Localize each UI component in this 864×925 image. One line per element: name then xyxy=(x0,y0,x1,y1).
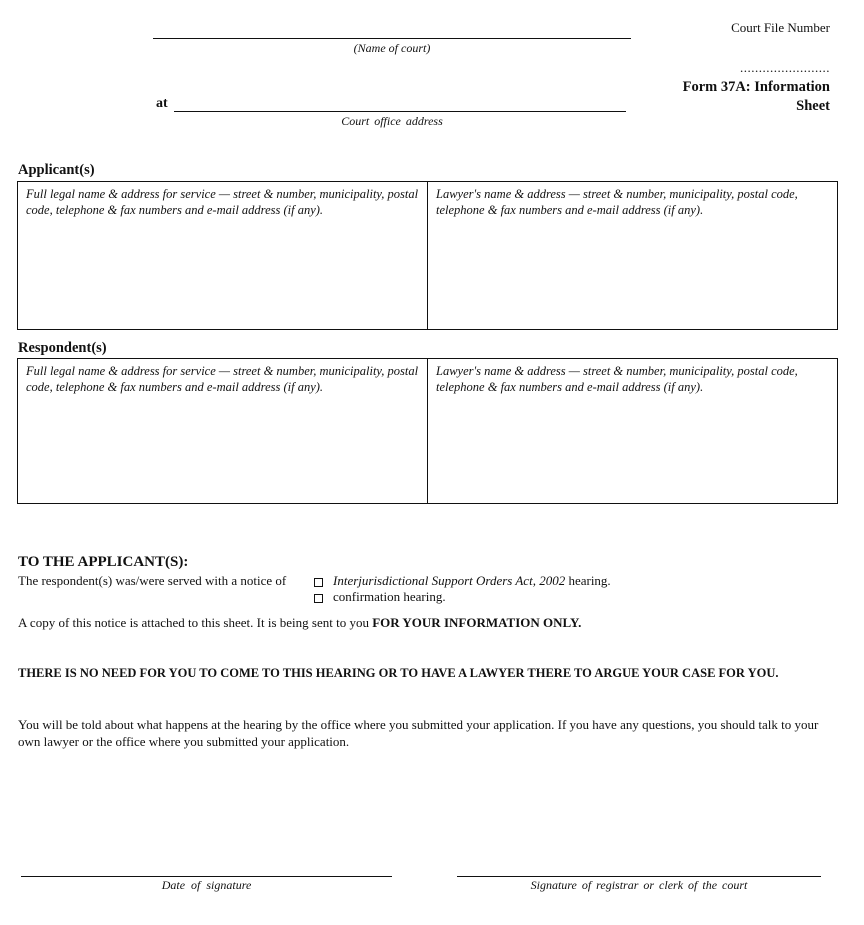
respondents-table xyxy=(17,358,838,504)
for-information-only: FOR YOUR INFORMATION ONLY. xyxy=(372,615,582,630)
at-label: at xyxy=(156,96,168,111)
copy-attached-sentence: A copy of this notice is attached to this sheet. It is being sent to you xyxy=(18,615,373,630)
isoa-hearing-checkbox[interactable] xyxy=(314,578,323,587)
option-confirmation-hearing[interactable] xyxy=(314,588,446,605)
confirmation-hearing-label: confirmation hearing. xyxy=(333,589,446,604)
court-file-number-label: Court File Number xyxy=(731,20,830,35)
registrar-signature-label: Signature of registrar or clerk of the court xyxy=(530,878,748,892)
applicant-details-cell[interactable] xyxy=(18,182,428,329)
court-office-address-label: Court office address xyxy=(341,114,443,128)
isoa-hearing-suffix: hearing. xyxy=(565,573,611,588)
respondent-lawyer-cell[interactable] xyxy=(428,359,837,503)
copy-attached-text xyxy=(18,614,581,631)
respondent-details-hint: Full legal name & address for service — street & number, municipality, postal code, telephone & fax numbers and e-mail address (if any). xyxy=(26,364,419,394)
court-office-address-line[interactable] xyxy=(174,111,626,112)
respondents-heading: Respondent(s) xyxy=(18,340,107,356)
registrar-signature-line[interactable] xyxy=(457,876,821,877)
served-text: The respondent(s) was/were served with a notice of xyxy=(18,573,287,588)
applicant-lawyer-cell[interactable] xyxy=(428,182,837,329)
confirmation-hearing-checkbox[interactable] xyxy=(314,594,323,603)
option-isoa-hearing[interactable] xyxy=(314,572,611,589)
respondent-details-cell[interactable] xyxy=(18,359,428,503)
isoa-act-name: Interjurisdictional Support Orders Act, 2002 xyxy=(333,573,566,588)
form-title xyxy=(683,78,830,116)
no-need-warning: THERE IS NO NEED FOR YOU TO COME TO THIS HEARING OR TO HAVE A LAWYER THERE TO ARGUE YOUR CASE FOR YOU. xyxy=(18,666,779,680)
form-title-line-2: Sheet xyxy=(796,98,830,114)
applicants-table xyxy=(17,181,838,330)
date-of-signature-line[interactable] xyxy=(21,876,392,877)
name-of-court-label: (Name of court) xyxy=(353,41,431,55)
told-about-hearing-text: You will be told about what happens at the hearing by the office where you submitted your application. If you have any questions, you should talk to your own lawyer or the office where you submitted your application. xyxy=(18,717,819,749)
date-of-signature-label: Date of signature xyxy=(161,878,252,892)
respondent-lawyer-hint: Lawyer's name & address — street & number, municipality, postal code, telephone & fax numbers and e-mail address (if any). xyxy=(436,364,798,394)
applicants-heading: Applicant(s) xyxy=(18,162,95,178)
to-applicants-heading: TO THE APPLICANT(S): xyxy=(18,554,189,570)
court-file-number-field[interactable]: ........................ xyxy=(740,60,830,75)
form-title-line-1: Form 37A: Information xyxy=(682,79,830,95)
name-of-court-line[interactable] xyxy=(153,38,631,39)
applicant-details-hint: Full legal name & address for service — street & number, municipality, postal code, telephone & fax numbers and e-mail address (if any). xyxy=(26,187,419,217)
applicant-lawyer-hint: Lawyer's name & address — street & number, municipality, postal code, telephone & fax numbers and e-mail address (if any). xyxy=(436,187,798,217)
